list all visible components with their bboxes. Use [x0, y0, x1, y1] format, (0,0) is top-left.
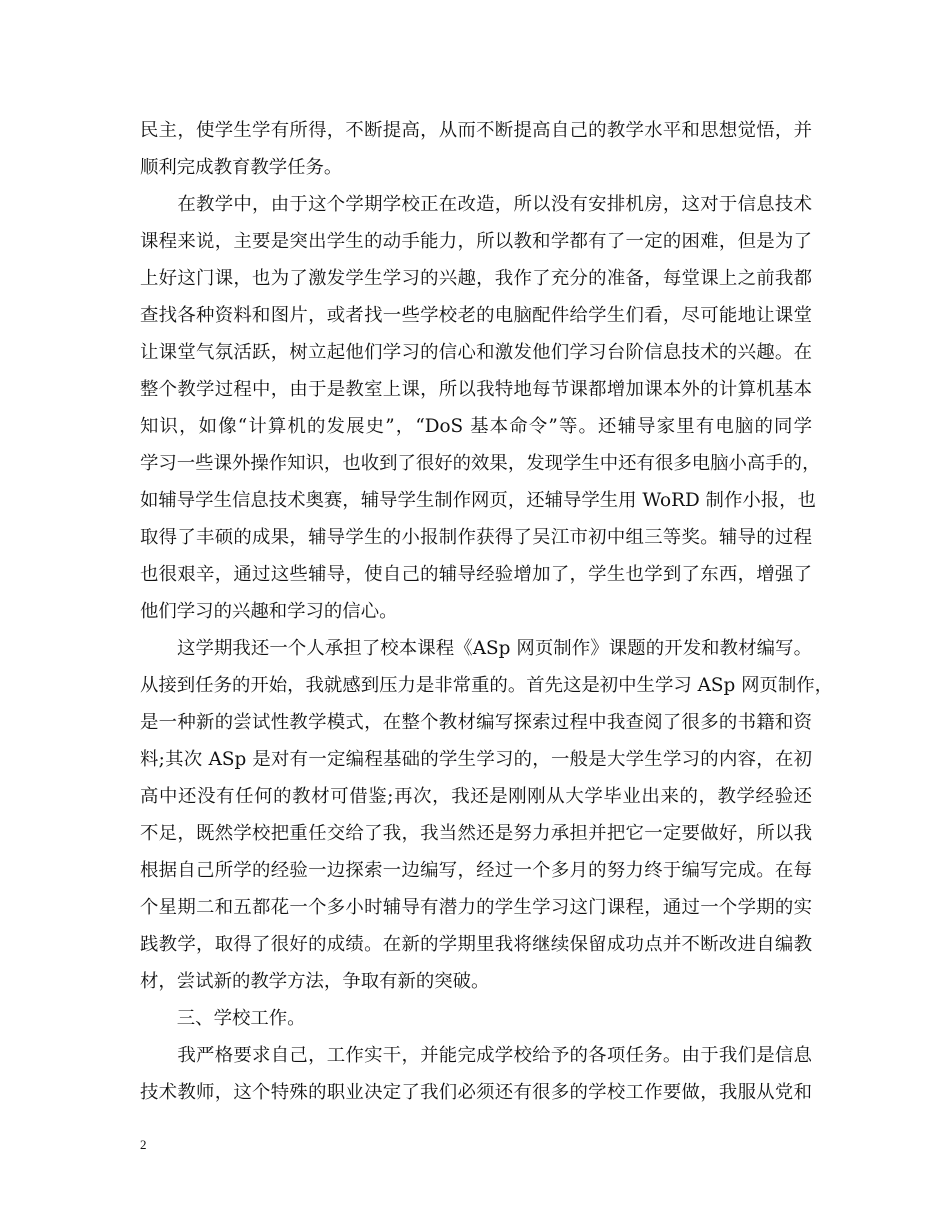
text-line: 知识，如像“计算机的发展史”，“DoS 基本命令”等。还辅导家里有电脑的同学	[140, 416, 812, 437]
text-line: 课程来说，主要是突出学生的动手能力，所以教和学都有了一定的困难，但是为了	[140, 231, 812, 252]
text-line: 让课堂气氛活跃，树立起他们学习的信心和激发他们学习台阶信息技术的兴趣。在	[140, 342, 812, 363]
text-line: 如辅导学生信息技术奥赛，辅导学生制作网页，还辅导学生用 WoRD 制作小报，也	[140, 490, 816, 511]
text-line: 践教学，取得了很好的成绩。在新的学期里我将继续保留成功点并不断改进自编教	[140, 934, 812, 955]
text-line: 是一种新的尝试性教学模式，在整个教材编写探索过程中我查阅了很多的书籍和资	[140, 712, 812, 733]
text-line: 也很艰辛，通过这些辅导，使自己的辅导经验增加了，学生也学到了东西，增强了	[140, 564, 812, 585]
text-line: 他们学习的兴趣和学习的信心。	[140, 601, 398, 622]
text-line: 个星期二和五都花一个多小时辅导有潜力的学生学习这门课程，通过一个学期的实	[140, 897, 812, 918]
text-line: 我严格要求自己，工作实干，并能完成学校给予的各项任务。由于我们是信息	[140, 1045, 812, 1066]
text-line: 整个教学过程中，由于是教室上课，所以我特地每节课都增加课本外的计算机基本	[140, 379, 812, 400]
text-line: 查找各种资料和图片，或者找一些学校老的电脑配件给学生们看，尽可能地让课堂	[140, 305, 812, 326]
text-line: 根据自己所学的经验一边探索一边编写，经过一个多月的努力终于编写完成。在每	[140, 860, 812, 881]
text-line: 材，尝试新的教学方法，争取有新的突破。	[140, 971, 490, 992]
text-line: 顺利完成教育教学任务。	[140, 157, 343, 178]
text-line: 不足，既然学校把重任交给了我，我当然还是努力承担并把它一定要做好，所以我	[140, 823, 812, 844]
text-line: 学习一些课外操作知识，也收到了很好的效果，发现学生中还有很多电脑小高手的，	[140, 453, 821, 474]
text-line: 这学期我还一个人承担了校本课程《ASp 网页制作》课题的开发和教材编写。	[140, 638, 812, 659]
page-number: 2	[140, 1137, 147, 1152]
text-line: 在教学中，由于这个学期学校正在改造，所以没有安排机房，这对于信息技术	[140, 194, 812, 215]
text-line: 料;其次 ASp 是对有一定编程基础的学生学习的，一般是大学生学习的内容，在初	[140, 749, 812, 770]
text-line: 取得了丰硕的成果，辅导学生的小报制作获得了吴江市初中组三等奖。辅导的过程	[140, 527, 812, 548]
text-line: 民主，使学生学有所得，不断提高，从而不断提高自己的教学水平和思想觉悟，并	[140, 120, 812, 141]
text-line: 技术教师，这个特殊的职业决定了我们必须还有很多的学校工作要做，我服从党和	[140, 1082, 812, 1103]
text-line: 从接到任务的开始，我就感到压力是非常重的。首先这是初中生学习 ASp 网页制作，	[140, 675, 834, 696]
text-line: 高中还没有任何的教材可借鉴;再次，我还是刚刚从大学毕业出来的，教学经验还	[140, 786, 812, 807]
text-line: 上好这门课，也为了激发学生学习的兴趣，我作了充分的准备，每堂课上之前我都	[140, 268, 812, 289]
body-text	[140, 112, 834, 1111]
text-line: 三、学校工作。	[140, 1008, 306, 1029]
